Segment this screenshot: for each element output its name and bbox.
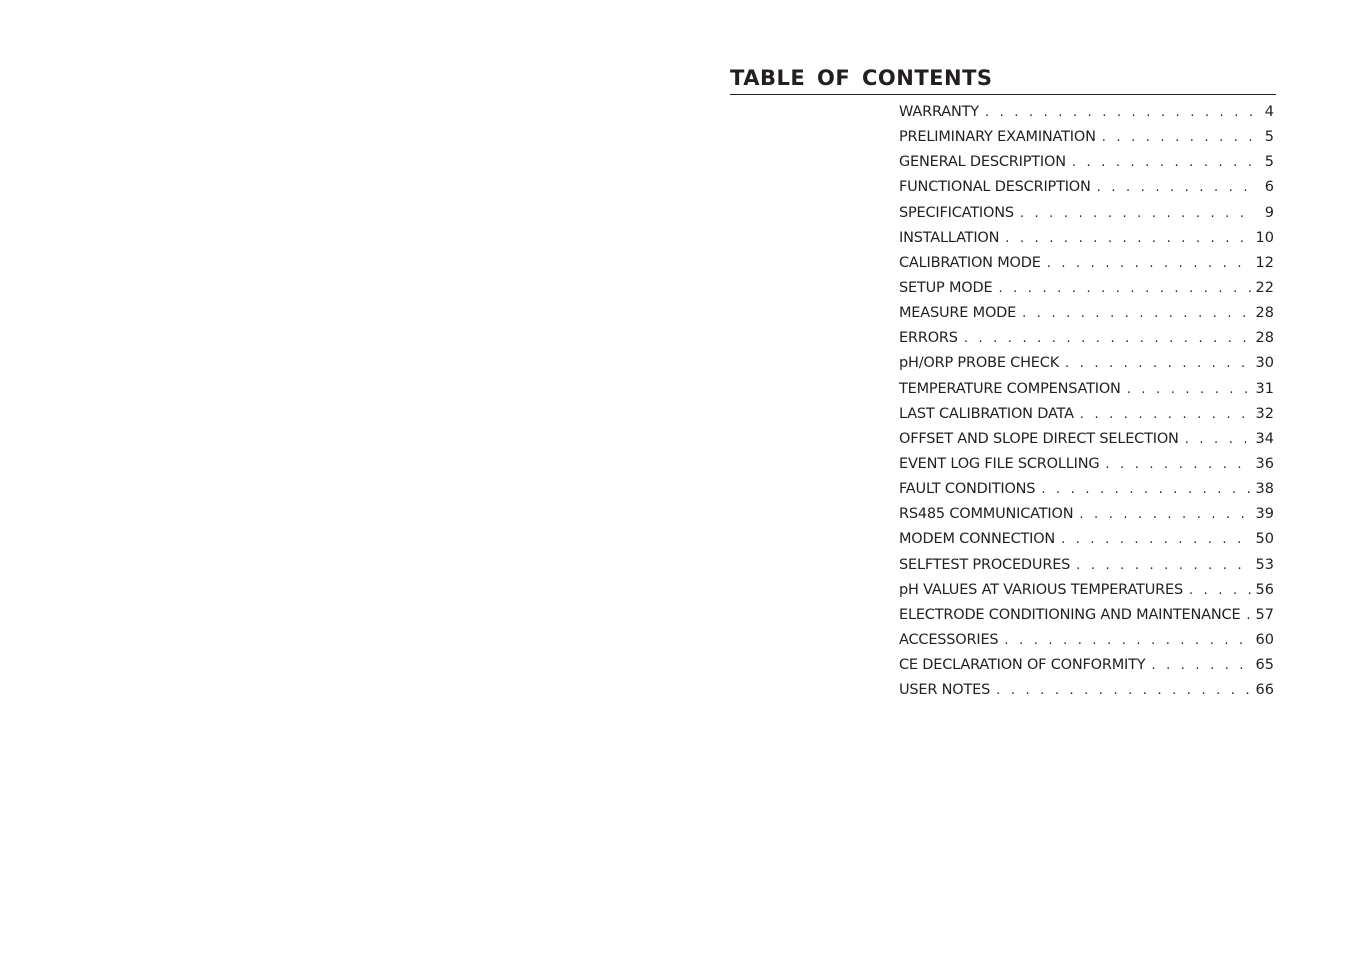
toc-entry-page-number: 28 bbox=[1255, 330, 1274, 347]
toc-entry[interactable] bbox=[899, 632, 1274, 657]
toc-entry-label: ELECTRODE CONDITIONING AND MAINTENANCE bbox=[899, 606, 1241, 623]
toc-entry-label: pH/ORP PROBE CHECK bbox=[899, 355, 1060, 372]
toc-dot-leader bbox=[1151, 658, 1251, 673]
toc-entry-page-number: 50 bbox=[1255, 531, 1274, 548]
toc-entry-label: FAULT CONDITIONS bbox=[899, 481, 1036, 498]
toc-dot-leader bbox=[1105, 457, 1251, 472]
toc-entry-page-number: 57 bbox=[1255, 606, 1274, 623]
toc-entry-label: EVENT LOG FILE SCROLLING bbox=[899, 455, 1100, 472]
toc-entry-page-number: 65 bbox=[1255, 657, 1274, 674]
toc-dot-leader bbox=[1102, 130, 1252, 145]
toc-dot-leader bbox=[1246, 608, 1251, 623]
toc-entry-label: OFFSET AND SLOPE DIRECT SELECTION bbox=[899, 430, 1179, 447]
toc-dot-leader bbox=[1076, 558, 1251, 573]
table-of-contents bbox=[899, 104, 1274, 707]
toc-entry-page-number: 34 bbox=[1255, 430, 1274, 447]
toc-dot-leader bbox=[1127, 382, 1252, 397]
toc-entry-label: USER NOTES bbox=[899, 682, 991, 699]
toc-entry[interactable] bbox=[899, 381, 1274, 406]
toc-dot-leader bbox=[1020, 206, 1252, 221]
toc-entry[interactable] bbox=[899, 154, 1274, 179]
toc-entry[interactable] bbox=[899, 607, 1274, 632]
toc-entry-page-number: 12 bbox=[1255, 254, 1274, 271]
toc-entry-page-number: 60 bbox=[1255, 631, 1274, 648]
toc-entry-label: PRELIMINARY EXAMINATION bbox=[899, 129, 1096, 146]
toc-entry-label: LAST CALIBRATION DATA bbox=[899, 405, 1074, 422]
toc-entry[interactable] bbox=[899, 657, 1274, 682]
toc-entry-page-number: 9 bbox=[1264, 204, 1274, 221]
toc-entry[interactable] bbox=[899, 481, 1274, 506]
toc-entry[interactable] bbox=[899, 456, 1274, 481]
toc-entry-label: ACCESSORIES bbox=[899, 631, 999, 648]
toc-entry-label: CALIBRATION MODE bbox=[899, 254, 1041, 271]
toc-entry-label: SELFTEST PROCEDURES bbox=[899, 556, 1071, 573]
toc-entry-label: FUNCTIONAL DESCRIPTION bbox=[899, 179, 1091, 196]
toc-entry[interactable] bbox=[899, 330, 1274, 355]
toc-dot-leader bbox=[1022, 306, 1251, 321]
toc-entry-page-number: 53 bbox=[1255, 556, 1274, 573]
toc-entry-label: SPECIFICATIONS bbox=[899, 204, 1014, 221]
toc-entry[interactable] bbox=[899, 280, 1274, 305]
toc-entry[interactable] bbox=[899, 582, 1274, 607]
toc-dot-leader bbox=[1185, 432, 1252, 447]
toc-entry-page-number: 28 bbox=[1255, 305, 1274, 322]
toc-entry[interactable] bbox=[899, 104, 1274, 129]
toc-entry-label: WARRANTY bbox=[899, 104, 979, 120]
toc-dot-leader bbox=[964, 331, 1252, 346]
toc-entry[interactable] bbox=[899, 431, 1274, 456]
toc-entry-page-number: 38 bbox=[1255, 481, 1274, 498]
toc-entry-label: MODEM CONNECTION bbox=[899, 531, 1056, 548]
toc-entry-page-number: 4 bbox=[1264, 104, 1274, 120]
toc-entry-page-number: 56 bbox=[1255, 581, 1274, 598]
toc-dot-leader bbox=[1072, 155, 1252, 170]
title-divider bbox=[730, 94, 1276, 95]
toc-entry[interactable] bbox=[899, 406, 1274, 431]
toc-dot-leader bbox=[1065, 356, 1252, 371]
toc-entry-label: ERRORS bbox=[899, 330, 958, 347]
toc-entry-page-number: 32 bbox=[1255, 405, 1274, 422]
toc-entry-page-number: 36 bbox=[1255, 455, 1274, 472]
toc-entry-page-number: 66 bbox=[1255, 682, 1274, 699]
toc-dot-leader bbox=[1097, 180, 1252, 195]
toc-dot-leader bbox=[998, 281, 1251, 296]
toc-entry[interactable] bbox=[899, 179, 1274, 204]
page-title: TABLE OF CONTENTS bbox=[730, 66, 993, 90]
toc-entry-page-number: 6 bbox=[1264, 179, 1274, 196]
toc-entry-page-number: 31 bbox=[1255, 380, 1274, 397]
toc-entry[interactable] bbox=[899, 682, 1274, 707]
toc-entry[interactable] bbox=[899, 531, 1274, 556]
toc-entry[interactable] bbox=[899, 205, 1274, 230]
toc-dot-leader bbox=[985, 105, 1252, 120]
toc-entry-page-number: 39 bbox=[1255, 506, 1274, 523]
toc-dot-leader bbox=[1041, 482, 1251, 497]
toc-entry-label: CE DECLARATION OF CONFORMITY bbox=[899, 657, 1146, 674]
toc-entry[interactable] bbox=[899, 129, 1274, 154]
toc-entry-page-number: 5 bbox=[1264, 154, 1274, 171]
toc-entry-label: MEASURE MODE bbox=[899, 305, 1017, 322]
toc-dot-leader bbox=[1061, 532, 1251, 547]
toc-entry[interactable] bbox=[899, 557, 1274, 582]
toc-entry-label: RS485 COMMUNICATION bbox=[899, 506, 1074, 523]
toc-entry-label: SETUP MODE bbox=[899, 279, 993, 296]
toc-entry-page-number: 22 bbox=[1255, 279, 1274, 296]
toc-entry-label: GENERAL DESCRIPTION bbox=[899, 154, 1066, 171]
toc-entry[interactable] bbox=[899, 506, 1274, 531]
toc-dot-leader bbox=[1080, 407, 1252, 422]
toc-dot-leader bbox=[1047, 256, 1252, 271]
toc-dot-leader bbox=[1004, 633, 1251, 648]
toc-entry[interactable] bbox=[899, 255, 1274, 280]
toc-entry-page-number: 5 bbox=[1264, 129, 1274, 146]
toc-entry[interactable] bbox=[899, 355, 1274, 380]
toc-entry-page-number: 30 bbox=[1255, 355, 1274, 372]
toc-dot-leader bbox=[1005, 231, 1251, 246]
toc-entry-page-number: 10 bbox=[1255, 229, 1274, 246]
toc-entry-label: INSTALLATION bbox=[899, 229, 1000, 246]
toc-dot-leader bbox=[1189, 583, 1252, 598]
toc-entry[interactable] bbox=[899, 230, 1274, 255]
toc-entry-label: TEMPERATURE COMPENSATION bbox=[899, 380, 1121, 397]
toc-dot-leader bbox=[996, 683, 1251, 698]
toc-dot-leader bbox=[1079, 507, 1251, 522]
toc-entry-label: pH VALUES AT VARIOUS TEMPERATURES bbox=[899, 581, 1183, 598]
toc-entry[interactable] bbox=[899, 305, 1274, 330]
